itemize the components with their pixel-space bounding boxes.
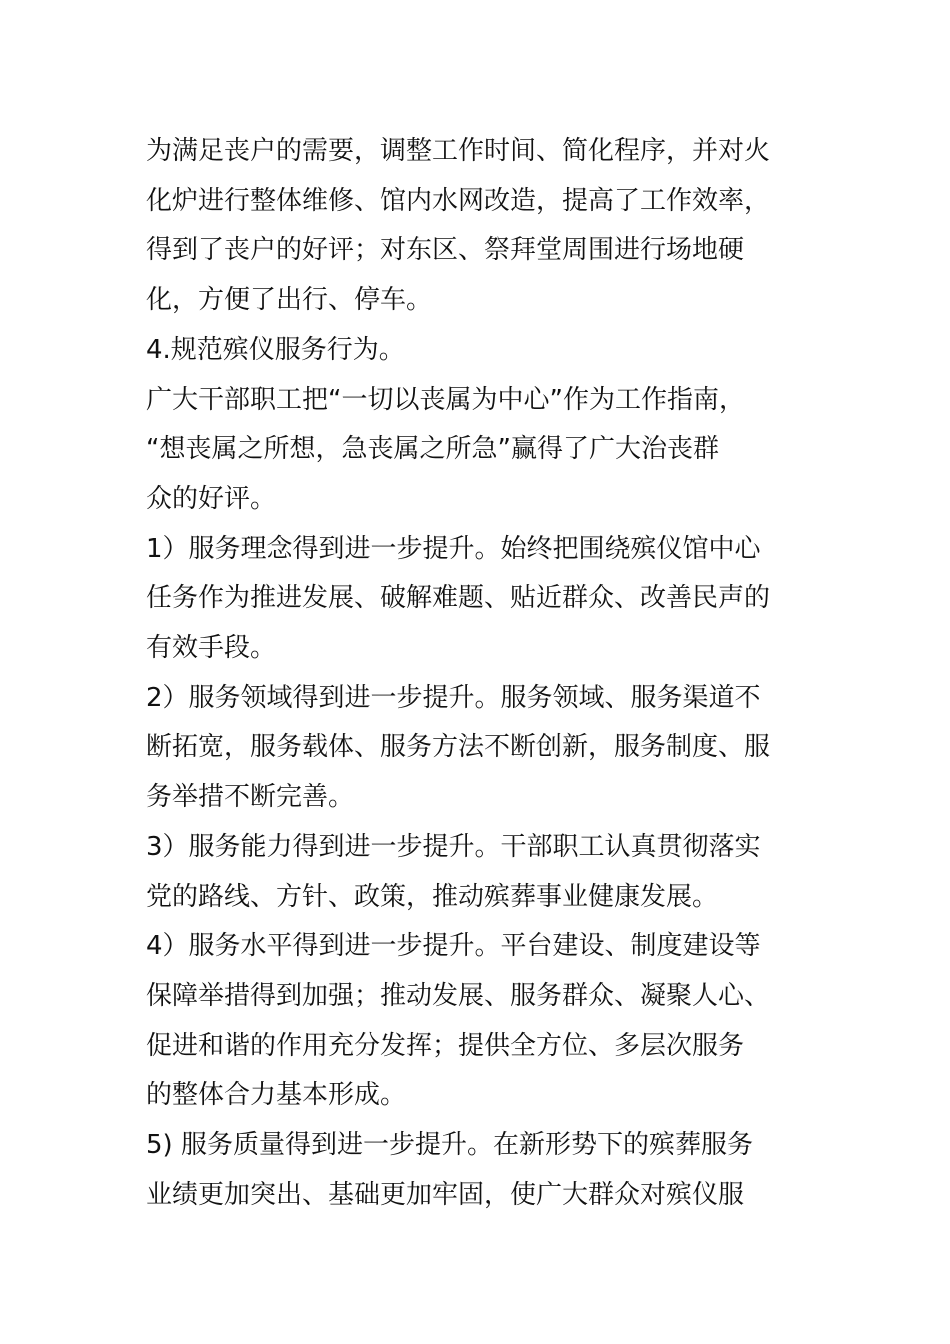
paragraph-service-improvements <box>146 127 826 326</box>
paragraph-staff-guideline <box>146 376 826 525</box>
text-line: 化炉进行整体维修、馆内水网改造，提高了工作效率， <box>146 185 771 216</box>
text-line: 1）服务理念得到进一步提升。始终把围绕殡仪馆中心 <box>146 533 761 564</box>
text-line: 党的路线、方针、政策，推动殡葬事业健康发展。 <box>146 881 719 912</box>
list-item-3 <box>146 823 826 922</box>
list-item-1 <box>146 525 826 674</box>
text-line: 4）服务水平得到进一步提升。平台建设、制度建设等 <box>146 931 761 962</box>
text-line: 5) 服务质量得到进一步提升。在新形势下的殡葬服务 <box>146 1130 753 1161</box>
list-item-2 <box>146 674 826 823</box>
text-line: 有效手段。 <box>146 633 277 664</box>
text-line: 为满足丧户的需要，调整工作时间、简化程序，并对火 <box>146 136 771 166</box>
list-item-4 <box>146 922 826 1121</box>
text-line: 得到了丧户的好评；对东区、祭拜堂周围进行场地硬 <box>146 235 745 266</box>
text-line: 务举措不断完善。 <box>146 782 355 813</box>
text-line: 业绩更加突出、基础更加牢固，使广大群众对殡仪服 <box>146 1179 745 1210</box>
text-line: 众的好评。 <box>146 483 277 514</box>
text-line: “想丧属之所想，急丧属之所急”赢得了广大治丧群 <box>146 434 719 465</box>
text-line: 4.规范殡仪服务行为。 <box>146 334 405 365</box>
text-line: 3）服务能力得到进一步提升。干部职工认真贯彻落实 <box>146 831 761 862</box>
text-line: 任务作为推进发展、破解难题、贴近群众、改善民声的 <box>146 583 771 614</box>
text-line: 化，方便了出行、停车。 <box>146 285 433 316</box>
text-line: 广大干部职工把“一切以丧属为中心”作为工作指南， <box>146 384 745 415</box>
list-item-5 <box>146 1121 826 1220</box>
text-line: 保障举措得到加强；推动发展、服务群众、凝聚人心、 <box>146 980 771 1011</box>
text-line: 的整体合力基本形成。 <box>146 1080 407 1111</box>
section-heading <box>146 326 826 376</box>
text-line: 促进和谐的作用充分发挥；提供全方位、多层次服务 <box>146 1030 745 1061</box>
document-body <box>146 127 826 1220</box>
text-line: 断拓宽，服务载体、服务方法不断创新，服务制度、服 <box>146 732 771 763</box>
text-line: 2）服务领域得到进一步提升。服务领域、服务渠道不 <box>146 682 761 713</box>
